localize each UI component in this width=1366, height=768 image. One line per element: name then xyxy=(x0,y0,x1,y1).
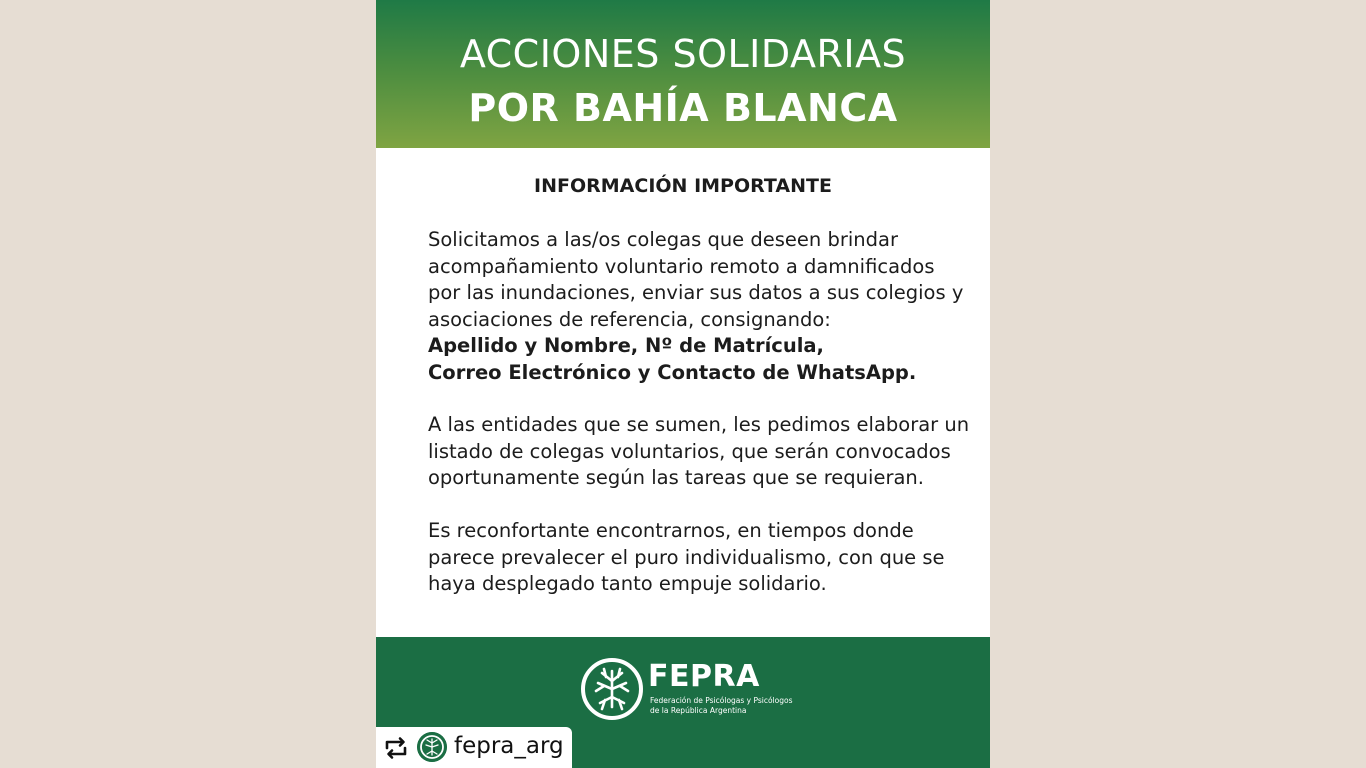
paragraph-line: Solicitamos a las/os colegas que deseen brindar xyxy=(428,228,898,251)
paragraph-line: por las inundaciones, enviar sus datos a sus colegios y xyxy=(428,281,964,304)
paragraph-line: haya desplegado tanto empuje solidario. xyxy=(428,572,827,595)
paragraph-line: oportunamente según las tareas que se requieran. xyxy=(428,466,924,489)
repost-icon xyxy=(383,736,409,760)
post-header xyxy=(376,0,990,148)
header-title-line2: POR BAHÍA BLANCA xyxy=(468,86,898,130)
post-card xyxy=(376,0,990,768)
paragraph-line: Es reconfortante encontrarnos, en tiempos donde xyxy=(428,519,914,542)
required-fields-line: Apellido y Nombre, Nº de Matrícula, xyxy=(428,334,824,357)
repost-badge[interactable] xyxy=(376,727,572,768)
paragraph-request xyxy=(428,227,968,386)
paragraph-line: A las entidades que se sumen, les pedimos elaborar un xyxy=(428,413,970,436)
paragraph-line: acompañamiento voluntario remoto a damnificados xyxy=(428,254,935,278)
logo-subtitle-line: Federación de Psicólogas y Psicólogos xyxy=(650,696,793,705)
fepra-tree-icon xyxy=(580,657,644,721)
logo-name: FEPRA xyxy=(648,659,760,694)
username-label[interactable]: fepra_arg xyxy=(454,733,564,759)
required-fields-line: Correo Electrónico y Contacto de WhatsApp. xyxy=(428,360,917,384)
paragraph-closing xyxy=(428,518,968,598)
logo-subtitle xyxy=(650,696,830,716)
paragraph-entities xyxy=(428,412,968,492)
paragraph-line: listado de colegas voluntarios, que serán convocados xyxy=(428,439,951,463)
post-content xyxy=(376,148,990,637)
paragraph-line: parece prevalecer el puro individualismo, con que se xyxy=(428,545,945,569)
avatar[interactable] xyxy=(417,732,447,762)
paragraph-line: asociaciones de referencia, consignando: xyxy=(428,307,831,331)
header-title-line1: ACCIONES SOLIDARIAS xyxy=(459,32,907,76)
logo-subtitle-line: de la República Argentina xyxy=(650,706,747,715)
content-subtitle: INFORMACIÓN IMPORTANTE xyxy=(534,175,832,197)
